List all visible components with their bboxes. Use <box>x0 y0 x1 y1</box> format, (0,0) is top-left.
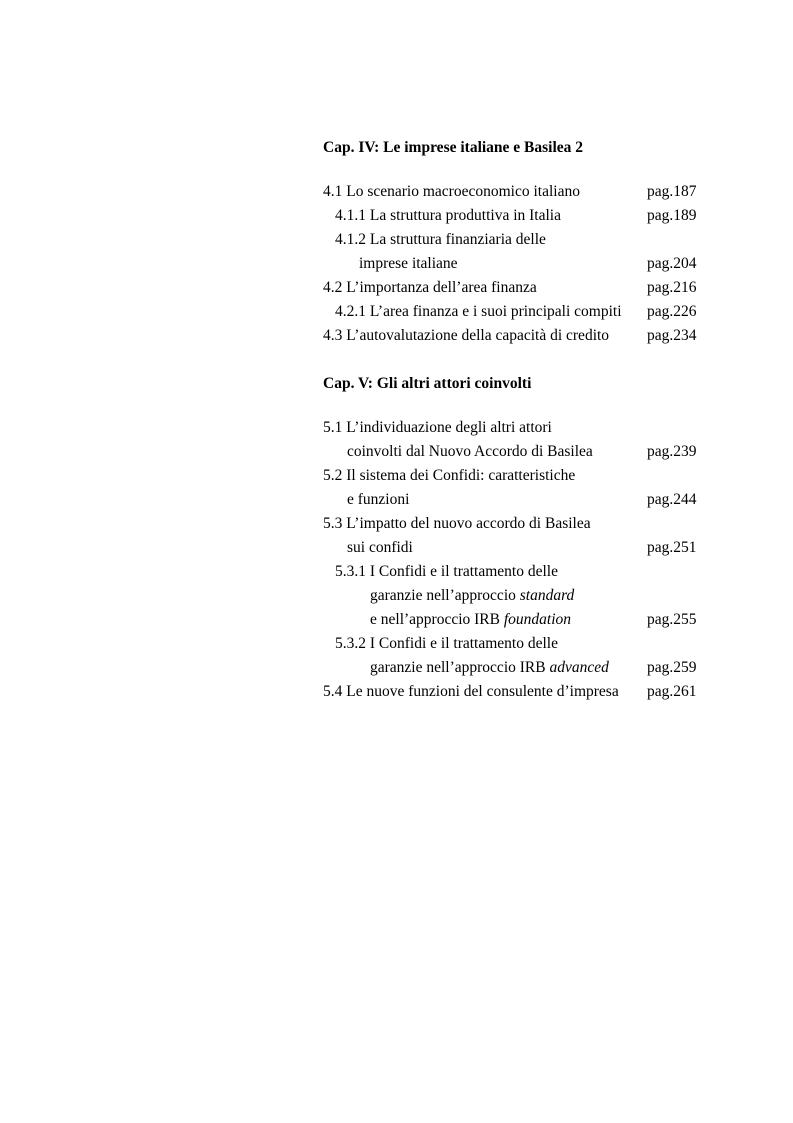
entry-text: 4.1.1 La struttura produttiva in Italia <box>335 207 561 224</box>
entry-text: coinvolti dal Nuovo Accordo di Basilea <box>347 443 593 460</box>
entry-text: 4.2 L’importanza dell’area finanza <box>323 279 537 296</box>
toc-entry <box>323 656 723 680</box>
entry-text: garanzie nell’approccio IRB <box>370 659 550 676</box>
toc-entry <box>323 204 723 228</box>
entry-text: 5.2 Il sistema dei Confidi: caratteristiche <box>323 467 576 484</box>
entry-page: pag.187 <box>647 183 697 200</box>
toc-entry <box>323 276 723 300</box>
entry-text: 4.2.1 L’area finanza e i suoi principali compiti <box>335 303 622 320</box>
table-of-contents <box>323 138 723 704</box>
entry-text-italic: advanced <box>549 659 609 676</box>
entry-page: pag.255 <box>647 611 697 628</box>
toc-entry <box>323 416 723 440</box>
entry-page: pag.239 <box>647 443 697 460</box>
entry-text: e nell’approccio IRB <box>370 611 504 628</box>
toc-entry <box>323 228 723 252</box>
entry-text-italic: foundation <box>503 611 572 628</box>
entry-page: pag.261 <box>647 683 697 700</box>
entry-page: pag.189 <box>647 207 697 224</box>
entry-text: e funzioni <box>347 491 410 508</box>
entry-text: 4.3 L’autovalutazione della capacità di credito <box>323 327 610 344</box>
toc-entry <box>323 300 723 324</box>
toc-entry <box>323 488 723 512</box>
toc-entry <box>323 632 723 656</box>
chapter-title: Cap. V: Gli altri attori coinvolti <box>323 375 532 392</box>
entry-page: pag.216 <box>647 279 697 296</box>
entry-text: imprese italiane <box>359 255 458 272</box>
entry-text-wrap <box>370 656 609 680</box>
toc-entry <box>323 440 723 464</box>
entry-text: 5.3.2 I Confidi e il trattamento delle <box>335 635 558 652</box>
toc-entry <box>323 252 723 276</box>
entry-text: 4.1 Lo scenario macroeconomico italiano <box>323 183 580 200</box>
chapter-title: Cap. IV: Le imprese italiane e Basilea 2 <box>323 139 584 156</box>
toc-entry <box>323 512 723 536</box>
entry-page: pag.204 <box>647 255 697 272</box>
entry-page: pag.234 <box>647 327 697 344</box>
entry-page: pag.259 <box>647 659 697 676</box>
entry-text-italic: standard <box>519 587 575 604</box>
toc-entry <box>323 324 723 348</box>
entry-page: pag.226 <box>647 303 697 320</box>
entry-text: 5.3 L’impatto del nuovo accordo di Basilea <box>323 515 591 532</box>
toc-entry <box>323 464 723 488</box>
toc-entry <box>323 536 723 560</box>
toc-entry <box>323 608 723 632</box>
entry-page: pag.244 <box>647 491 697 508</box>
entry-text: 4.1.2 La struttura finanziaria delle <box>335 231 546 248</box>
entry-text: sui confidi <box>347 539 413 556</box>
toc-entry <box>323 560 723 584</box>
toc-entry <box>323 180 723 204</box>
entry-text: 5.3.1 I Confidi e il trattamento delle <box>335 563 558 580</box>
entry-text: 5.4 Le nuove funzioni del consulente d’impresa <box>323 683 619 700</box>
entry-text: garanzie nell’approccio <box>370 587 520 604</box>
toc-entry <box>323 584 723 608</box>
entry-text-wrap <box>370 584 574 608</box>
entry-page: pag.251 <box>647 539 697 556</box>
entry-text: 5.1 L’individuazione degli altri attori <box>323 419 552 436</box>
toc-entry <box>323 680 723 704</box>
entry-text-wrap <box>370 608 571 632</box>
